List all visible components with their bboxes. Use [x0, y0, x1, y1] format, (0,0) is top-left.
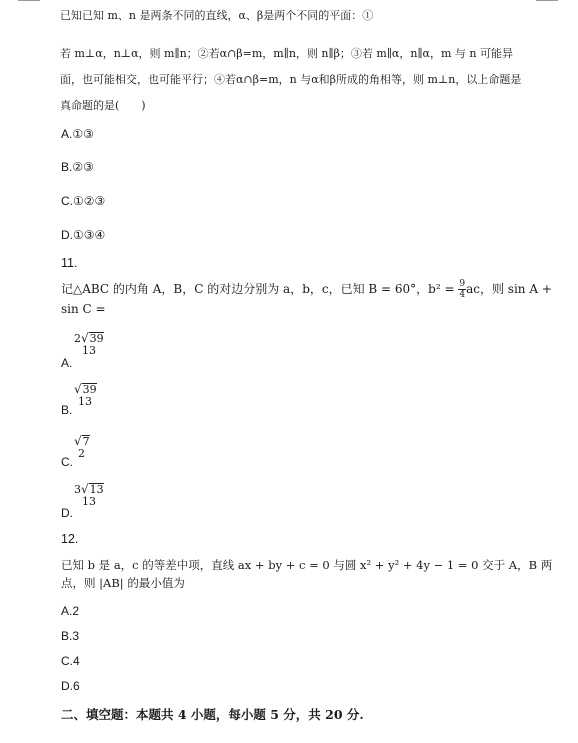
question-10-option-a[interactable]: A.①③: [61, 127, 94, 141]
sqrt-icon: √: [81, 331, 89, 345]
question-11-option-a-value: 2√39 13: [74, 331, 104, 357]
question-11-stem: 记△ABC 的内角 A，B，C 的对边分别为 a，b，c，已知 B = 60°，b² = $\frac{9}{4}$ ac，则 sin A + sin C =: [61, 279, 552, 316]
question-11-option-d-value: 3√13 13: [74, 482, 104, 508]
question-12-option-a[interactable]: A.2: [61, 604, 80, 618]
question-12-option-d[interactable]: D.6: [61, 679, 80, 693]
question-11-option-c-value: √7 2: [74, 434, 90, 460]
question-10-stem-line1: 已知已知 m、n 是两条不同的直线，α、β是两个不同的平面：①: [60, 9, 374, 22]
question-12-stem: 已知 b 是 a，c 的等差中项，直线 ax + by + c = 0 与圆 x² + y² + 4y − 1 = 0 交于 A，B 两 点，则 |AB| 的最小值为: [61, 558, 553, 590]
question-11-option-b[interactable]: B.: [61, 403, 73, 417]
question-11-option-d[interactable]: D.: [61, 506, 73, 520]
question-10-option-c[interactable]: C.①②③: [61, 194, 106, 208]
section-heading-fill-in-blank: 二、填空题：本题共 4 小题，每小题 5 分，共 20 分.: [61, 707, 364, 722]
page-edge-mark-left: [18, 0, 40, 1]
question-11-option-c[interactable]: C.: [61, 455, 73, 469]
sqrt-icon: √: [81, 482, 89, 496]
question-11-option-b-value: √39 13: [74, 382, 97, 408]
question-10-option-b[interactable]: B.②③: [61, 160, 94, 174]
question-12-option-c[interactable]: C.4: [61, 654, 80, 668]
sqrt-icon: √: [74, 434, 82, 448]
question-10-option-d[interactable]: D.①③④: [61, 228, 106, 242]
sqrt-icon: √: [74, 382, 82, 396]
fraction-nine-fourths: $\frac{9}{4}$: [459, 279, 466, 300]
question-10-stem: [60, 8, 530, 119]
question-11-number: 11.: [61, 256, 78, 270]
question-11-option-a[interactable]: A.: [61, 356, 73, 370]
question-10-stem-body: 若 m⊥α，n⊥α，则 m∥n；②若α∩β=m，m∥n，则 n∥β；③若 m∥α，n∥α，m 与 n 可能异面，也可能相交，也可能平行；④若α∩β=m，n 与α和β所成的角相等，则 m⊥n，以上命题是真命题的是( ): [60, 47, 522, 112]
page-edge-mark-right: [536, 0, 558, 1]
question-12-option-b[interactable]: B.3: [61, 629, 80, 643]
question-12-number: 12.: [61, 532, 79, 546]
